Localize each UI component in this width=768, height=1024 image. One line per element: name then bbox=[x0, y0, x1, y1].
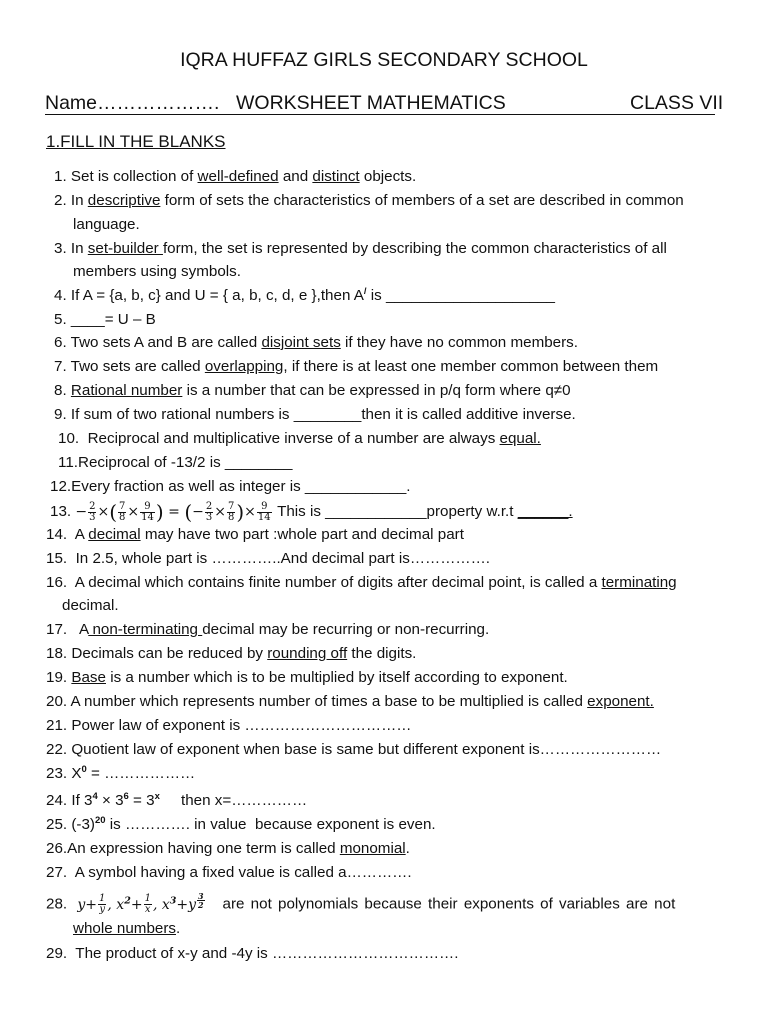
question-20: 20. A number which represents number of times a base to be multiplied is called exponent. bbox=[46, 693, 654, 710]
answer: decimal bbox=[88, 526, 141, 543]
answer: equal. bbox=[499, 430, 541, 447]
name-field-label: Name………………. bbox=[45, 92, 220, 114]
question-11: 11.Reciprocal of -13/2 is ________ bbox=[58, 454, 293, 471]
question-13: 13. − $\frac{2}{3}$ ×( $\frac{7}{8}$ × $\frac{9}{14}$ ) = (− $\frac{2}{3}$ × $\frac{7}{8}$ )× $\frac{9}{14}$ This is ____________property w.r.t ______. bbox=[50, 500, 573, 524]
answer: monomial bbox=[339, 840, 406, 857]
question-9: 9. If sum of two rational numbers is ________then it is called additive inverse. bbox=[54, 406, 576, 423]
answer: descriptive bbox=[87, 192, 161, 209]
question-28-continued: whole numbers. bbox=[73, 920, 181, 937]
answer: disjoint sets bbox=[261, 334, 341, 351]
question-6: 6. Two sets A and B are called disjoint sets if they have no common members. bbox=[54, 334, 578, 351]
section-heading: 1.FILL IN THE BLANKS bbox=[46, 132, 226, 151]
answer: overlapping bbox=[204, 358, 284, 375]
worksheet-title: WORKSHEET MATHEMATICS bbox=[236, 92, 506, 114]
question-23: 23. $X^0$ = ……………… bbox=[46, 763, 196, 782]
non-polynomial-expressions: y+ $\frac{1}{y}$ , $x^2+$ $\frac{1}{x}$ , $x^3+y$ $^{\frac{3}{2}}$ bbox=[77, 891, 204, 916]
question-17: 17. A non-terminating decimal may be recurring or non-recurring. bbox=[46, 621, 490, 638]
question-3: 3. In set-builder form, the set is represented by describing the common characteristics of all bbox=[54, 240, 667, 257]
question-16: 16. A decimal which contains finite number of digits after decimal point, is called a terminating bbox=[46, 574, 677, 591]
question-2: 2. In descriptive form of sets the characteristics of members of a set are described in common bbox=[54, 192, 684, 209]
question-18: 18. Decimals can be reduced by rounding off the digits. bbox=[46, 645, 417, 662]
question-27: 27. A symbol having a fixed value is called a…………. bbox=[46, 864, 412, 881]
answer: set-builder bbox=[87, 240, 163, 257]
answer: Rational number bbox=[70, 382, 183, 399]
question-8: 8. Rational number is a number that can be expressed in p/q form where q≠0 bbox=[54, 382, 571, 399]
question-28: 28. y+ $\frac{1}{y}$ , $x^2+$ $\frac{1}{x}$ , $x^3+y$ $^{\frac{3}{2}}$ are not polynomials because their exponents of variables are not bbox=[46, 891, 676, 916]
question-22: 22. Quotient law of exponent when base is same but different exponent is…………………… bbox=[46, 741, 662, 758]
associative-expression: − $\frac{2}{3}$ ×( $\frac{7}{8}$ × $\frac{9}{14}$ ) = (− $\frac{2}{3}$ × $\frac{7}{8}$ )× $\frac{9}{14}$ bbox=[75, 500, 271, 524]
question-3-continued: members using symbols. bbox=[73, 263, 241, 280]
answer: well-defined bbox=[197, 168, 279, 185]
question-1: 1. Set is collection of well-defined and distinct objects. bbox=[54, 168, 417, 185]
question-4: 4. If A = {a, b, c} and U = { a, b, c, d, e },then A/ is ____________________ bbox=[54, 285, 555, 304]
class-label: CLASS VII bbox=[630, 92, 724, 114]
question-2-continued: language. bbox=[73, 216, 140, 233]
answer: whole numbers bbox=[73, 920, 176, 937]
question-19: 19. Base is a number which is to be multiplied by itself according to exponent. bbox=[46, 669, 568, 686]
answer: terminating bbox=[601, 574, 677, 591]
question-7: 7. Two sets are called overlapping, if there is at least one member common between them bbox=[54, 358, 659, 375]
question-15: 15. In 2.5, whole part is …………..And decimal part is……………. bbox=[46, 550, 490, 567]
answer: exponent. bbox=[587, 693, 654, 710]
answer: Base bbox=[71, 669, 106, 686]
question-25: 25. $(-3)^{20}$ is …………. in value because exponent is even. bbox=[46, 814, 436, 833]
question-10: 10. Reciprocal and multiplicative inverse of a number are always equal. bbox=[58, 430, 541, 447]
answer: non-terminating bbox=[88, 621, 203, 638]
header-underline bbox=[45, 114, 715, 115]
answer: distinct bbox=[312, 168, 360, 185]
question-14: 14. A decimal may have two part :whole part and decimal part bbox=[46, 526, 464, 543]
question-12: 12.Every fraction as well as integer is ____________. bbox=[50, 478, 411, 495]
question-5: 5. ____= U – B bbox=[54, 311, 156, 328]
question-24: 24. If $3^4 \times 3^6 = 3^x$ then x=…………… bbox=[46, 790, 308, 809]
question-26: 26.An expression having one term is called monomial. bbox=[46, 840, 410, 857]
question-16-continued: decimal. bbox=[62, 597, 119, 614]
answer: rounding off bbox=[267, 645, 348, 662]
school-title: IQRA HUFFAZ GIRLS SECONDARY SCHOOL bbox=[180, 49, 588, 71]
question-21: 21. Power law of exponent is …………………………… bbox=[46, 717, 412, 734]
question-29: 29. The product of x-y and -4y is ………………………………. bbox=[46, 945, 459, 962]
